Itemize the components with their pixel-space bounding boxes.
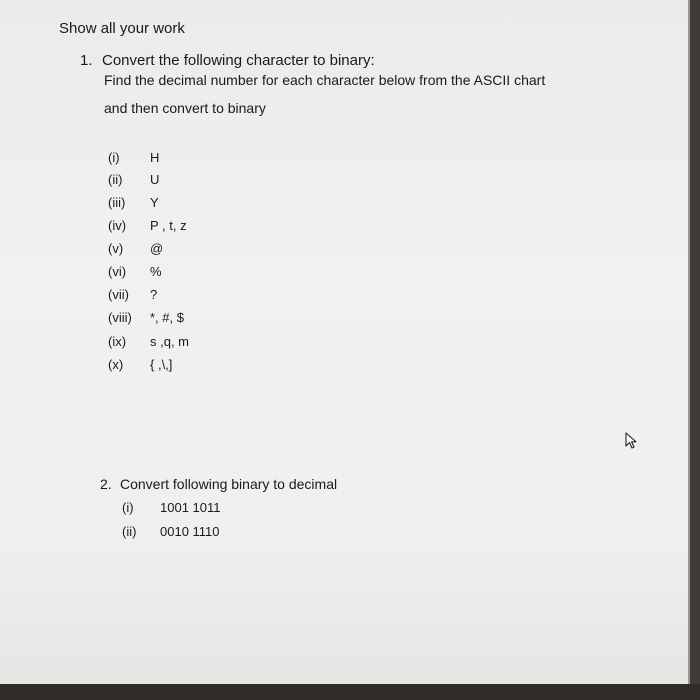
list-item — [108, 264, 162, 284]
list-item — [122, 500, 221, 515]
item-value: U — [150, 172, 160, 187]
item-value: P , t, z — [150, 218, 187, 233]
item-label: (vii) — [108, 287, 129, 302]
item-value: { ,\,] — [150, 357, 173, 372]
page-heading: Show all your work — [59, 20, 185, 37]
item-label: (ii) — [108, 172, 123, 187]
item-value: ? — [150, 287, 158, 302]
list-item — [108, 241, 163, 261]
item-value: Y — [150, 195, 159, 210]
question-2-number: 2. — [100, 476, 112, 492]
question-2-title — [100, 476, 337, 492]
list-item — [108, 172, 159, 192]
item-value: 0010 1110 — [160, 524, 220, 539]
question-2-text: Convert following binary to decimal — [120, 476, 338, 492]
item-value: % — [150, 264, 162, 279]
list-item — [108, 334, 189, 354]
item-label: (ii) — [122, 524, 137, 539]
question-1-title — [80, 52, 375, 69]
list-item — [122, 524, 220, 539]
item-value: *, #, $ — [150, 310, 184, 325]
question-1-number: 1. — [80, 52, 93, 69]
list-item — [108, 150, 159, 170]
monitor-bezel-right — [690, 0, 700, 700]
item-label: (iii) — [108, 195, 126, 210]
question-1-instruction-line-2: and then convert to binary — [104, 100, 266, 116]
monitor-bezel-bottom — [0, 684, 700, 700]
mouse-pointer-icon — [624, 432, 640, 450]
list-item — [108, 357, 172, 377]
item-value: H — [150, 150, 160, 165]
list-item — [108, 310, 184, 330]
list-item — [108, 218, 187, 238]
question-1-instruction-line-1: Find the decimal number for each character below from the ASCII chart — [104, 72, 546, 88]
item-label: (iv) — [108, 218, 127, 233]
item-label: (vi) — [108, 264, 127, 279]
item-value: @ — [150, 241, 164, 256]
item-label: (ix) — [108, 334, 127, 349]
item-label: (x) — [108, 357, 124, 372]
item-value: 1001 1011 — [160, 500, 221, 515]
list-item — [108, 287, 157, 307]
question-1-text: Convert the following character to binary: — [102, 52, 375, 69]
item-value: s ,q, m — [150, 334, 190, 349]
item-label: (v) — [108, 241, 124, 256]
item-label: (i) — [108, 150, 120, 165]
item-label: (i) — [122, 500, 134, 515]
item-label: (viii) — [108, 310, 132, 325]
list-item — [108, 195, 159, 215]
